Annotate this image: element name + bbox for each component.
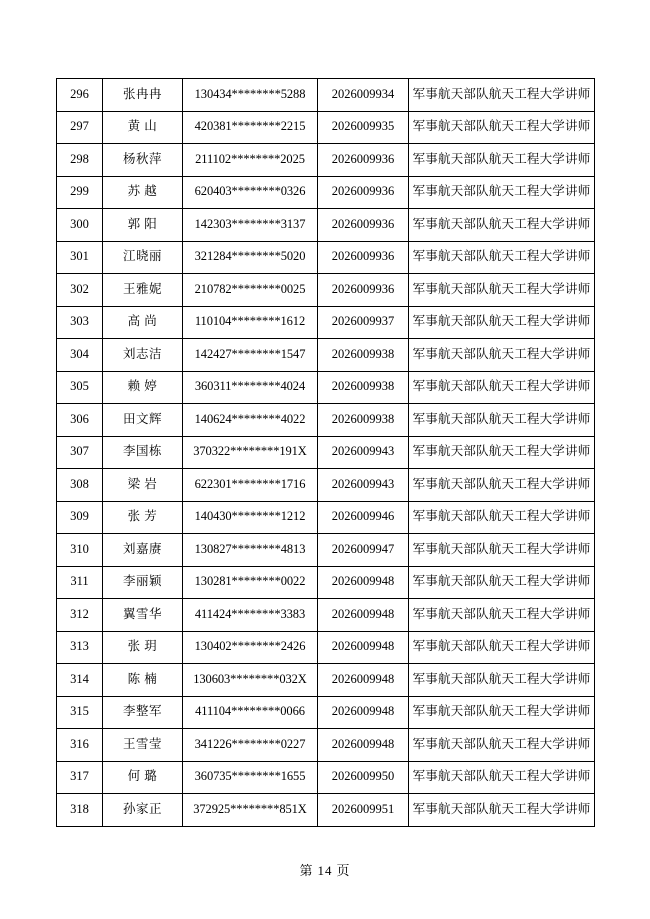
table-row xyxy=(57,729,595,762)
cell-certificate-number: 2026009946 xyxy=(318,501,409,534)
cell-work-unit: 军事航天部队航天工程大学讲师 xyxy=(409,761,595,794)
cell-work-unit: 军事航天部队航天工程大学讲师 xyxy=(409,696,595,729)
cell-index: 310 xyxy=(57,534,103,567)
table-row xyxy=(57,501,595,534)
table-row xyxy=(57,534,595,567)
table-row xyxy=(57,209,595,242)
cell-name: 杨秋萍 xyxy=(103,144,183,177)
cell-name: 张 玥 xyxy=(103,631,183,664)
cell-index: 304 xyxy=(57,339,103,372)
cell-id-number: 142427********1547 xyxy=(183,339,318,372)
cell-index: 308 xyxy=(57,469,103,502)
cell-name: 何 璐 xyxy=(103,761,183,794)
cell-work-unit: 军事航天部队航天工程大学讲师 xyxy=(409,371,595,404)
cell-work-unit: 军事航天部队航天工程大学讲师 xyxy=(409,404,595,437)
cell-work-unit: 军事航天部队航天工程大学讲师 xyxy=(409,631,595,664)
roster-table-body xyxy=(57,79,595,827)
cell-index: 298 xyxy=(57,144,103,177)
cell-work-unit: 军事航天部队航天工程大学讲师 xyxy=(409,599,595,632)
cell-work-unit: 军事航天部队航天工程大学讲师 xyxy=(409,209,595,242)
cell-certificate-number: 2026009943 xyxy=(318,436,409,469)
cell-id-number: 420381********2215 xyxy=(183,111,318,144)
cell-certificate-number: 2026009948 xyxy=(318,664,409,697)
cell-certificate-number: 2026009934 xyxy=(318,79,409,112)
table-row xyxy=(57,274,595,307)
cell-certificate-number: 2026009936 xyxy=(318,209,409,242)
table-row xyxy=(57,599,595,632)
cell-name: 翼雪华 xyxy=(103,599,183,632)
cell-work-unit: 军事航天部队航天工程大学讲师 xyxy=(409,111,595,144)
cell-id-number: 411424********3383 xyxy=(183,599,318,632)
table-row xyxy=(57,761,595,794)
page-label-prefix: 第 xyxy=(299,863,314,878)
cell-name: 高 尚 xyxy=(103,306,183,339)
roster-table xyxy=(56,78,595,827)
cell-certificate-number: 2026009938 xyxy=(318,339,409,372)
cell-id-number: 622301********1716 xyxy=(183,469,318,502)
page-label-suffix: 页 xyxy=(336,863,351,878)
cell-name: 李丽颖 xyxy=(103,566,183,599)
cell-work-unit: 军事航天部队航天工程大学讲师 xyxy=(409,339,595,372)
cell-id-number: 411104********0066 xyxy=(183,696,318,729)
cell-id-number: 341226********0227 xyxy=(183,729,318,762)
cell-name: 江晓丽 xyxy=(103,241,183,274)
cell-certificate-number: 2026009951 xyxy=(318,794,409,827)
cell-work-unit: 军事航天部队航天工程大学讲师 xyxy=(409,274,595,307)
cell-index: 301 xyxy=(57,241,103,274)
cell-index: 299 xyxy=(57,176,103,209)
cell-id-number: 130281********0022 xyxy=(183,566,318,599)
cell-index: 312 xyxy=(57,599,103,632)
cell-name: 王雪莹 xyxy=(103,729,183,762)
table-row xyxy=(57,696,595,729)
table-row xyxy=(57,794,595,827)
cell-name: 李国栋 xyxy=(103,436,183,469)
cell-name: 田文辉 xyxy=(103,404,183,437)
cell-name: 梁 岩 xyxy=(103,469,183,502)
cell-certificate-number: 2026009938 xyxy=(318,371,409,404)
table-row xyxy=(57,79,595,112)
table-row xyxy=(57,371,595,404)
table-row xyxy=(57,241,595,274)
cell-name: 陈 楠 xyxy=(103,664,183,697)
cell-work-unit: 军事航天部队航天工程大学讲师 xyxy=(409,144,595,177)
cell-index: 314 xyxy=(57,664,103,697)
cell-name: 王雅妮 xyxy=(103,274,183,307)
cell-id-number: 211102********2025 xyxy=(183,144,318,177)
table-row xyxy=(57,144,595,177)
cell-certificate-number: 2026009948 xyxy=(318,566,409,599)
cell-certificate-number: 2026009937 xyxy=(318,306,409,339)
cell-index: 316 xyxy=(57,729,103,762)
table-row xyxy=(57,404,595,437)
cell-certificate-number: 2026009948 xyxy=(318,696,409,729)
cell-work-unit: 军事航天部队航天工程大学讲师 xyxy=(409,794,595,827)
cell-work-unit: 军事航天部队航天工程大学讲师 xyxy=(409,729,595,762)
cell-index: 303 xyxy=(57,306,103,339)
cell-index: 305 xyxy=(57,371,103,404)
cell-name: 黄 山 xyxy=(103,111,183,144)
cell-id-number: 140430********1212 xyxy=(183,501,318,534)
table-row xyxy=(57,306,595,339)
cell-index: 309 xyxy=(57,501,103,534)
cell-index: 297 xyxy=(57,111,103,144)
table-row xyxy=(57,631,595,664)
cell-certificate-number: 2026009936 xyxy=(318,144,409,177)
cell-id-number: 321284********5020 xyxy=(183,241,318,274)
cell-index: 318 xyxy=(57,794,103,827)
cell-certificate-number: 2026009936 xyxy=(318,274,409,307)
table-row xyxy=(57,566,595,599)
cell-name: 赖 婷 xyxy=(103,371,183,404)
cell-name: 苏 越 xyxy=(103,176,183,209)
page-footer xyxy=(0,860,650,879)
cell-certificate-number: 2026009947 xyxy=(318,534,409,567)
cell-id-number: 110104********1612 xyxy=(183,306,318,339)
cell-certificate-number: 2026009950 xyxy=(318,761,409,794)
cell-id-number: 130434********5288 xyxy=(183,79,318,112)
cell-work-unit: 军事航天部队航天工程大学讲师 xyxy=(409,469,595,502)
cell-id-number: 372925********851X xyxy=(183,794,318,827)
cell-certificate-number: 2026009943 xyxy=(318,469,409,502)
cell-id-number: 130603********032X xyxy=(183,664,318,697)
cell-work-unit: 军事航天部队航天工程大学讲师 xyxy=(409,306,595,339)
cell-name: 郭 阳 xyxy=(103,209,183,242)
cell-certificate-number: 2026009936 xyxy=(318,176,409,209)
table-row xyxy=(57,664,595,697)
cell-index: 313 xyxy=(57,631,103,664)
cell-index: 302 xyxy=(57,274,103,307)
cell-id-number: 360311********4024 xyxy=(183,371,318,404)
cell-work-unit: 军事航天部队航天工程大学讲师 xyxy=(409,534,595,567)
cell-id-number: 130402********2426 xyxy=(183,631,318,664)
cell-name: 刘志洁 xyxy=(103,339,183,372)
table-row xyxy=(57,436,595,469)
table-row xyxy=(57,111,595,144)
cell-index: 296 xyxy=(57,79,103,112)
cell-index: 300 xyxy=(57,209,103,242)
cell-index: 311 xyxy=(57,566,103,599)
cell-name: 孙家正 xyxy=(103,794,183,827)
cell-certificate-number: 2026009936 xyxy=(318,241,409,274)
cell-work-unit: 军事航天部队航天工程大学讲师 xyxy=(409,501,595,534)
cell-name: 刘嘉赓 xyxy=(103,534,183,567)
table-row xyxy=(57,469,595,502)
cell-certificate-number: 2026009935 xyxy=(318,111,409,144)
cell-certificate-number: 2026009948 xyxy=(318,599,409,632)
cell-id-number: 370322********191X xyxy=(183,436,318,469)
cell-id-number: 360735********1655 xyxy=(183,761,318,794)
cell-index: 315 xyxy=(57,696,103,729)
page-number: 14 xyxy=(317,863,333,878)
table-row xyxy=(57,176,595,209)
cell-work-unit: 军事航天部队航天工程大学讲师 xyxy=(409,664,595,697)
cell-id-number: 142303********3137 xyxy=(183,209,318,242)
cell-name: 张冉冉 xyxy=(103,79,183,112)
cell-index: 307 xyxy=(57,436,103,469)
cell-work-unit: 军事航天部队航天工程大学讲师 xyxy=(409,241,595,274)
cell-work-unit: 军事航天部队航天工程大学讲师 xyxy=(409,79,595,112)
cell-name: 李整军 xyxy=(103,696,183,729)
cell-work-unit: 军事航天部队航天工程大学讲师 xyxy=(409,176,595,209)
cell-work-unit: 军事航天部队航天工程大学讲师 xyxy=(409,566,595,599)
cell-certificate-number: 2026009948 xyxy=(318,729,409,762)
cell-name: 张 芳 xyxy=(103,501,183,534)
cell-id-number: 140624********4022 xyxy=(183,404,318,437)
cell-id-number: 130827********4813 xyxy=(183,534,318,567)
cell-certificate-number: 2026009948 xyxy=(318,631,409,664)
cell-work-unit: 军事航天部队航天工程大学讲师 xyxy=(409,436,595,469)
table-row xyxy=(57,339,595,372)
cell-id-number: 210782********0025 xyxy=(183,274,318,307)
cell-index: 317 xyxy=(57,761,103,794)
cell-certificate-number: 2026009938 xyxy=(318,404,409,437)
cell-id-number: 620403********0326 xyxy=(183,176,318,209)
cell-index: 306 xyxy=(57,404,103,437)
